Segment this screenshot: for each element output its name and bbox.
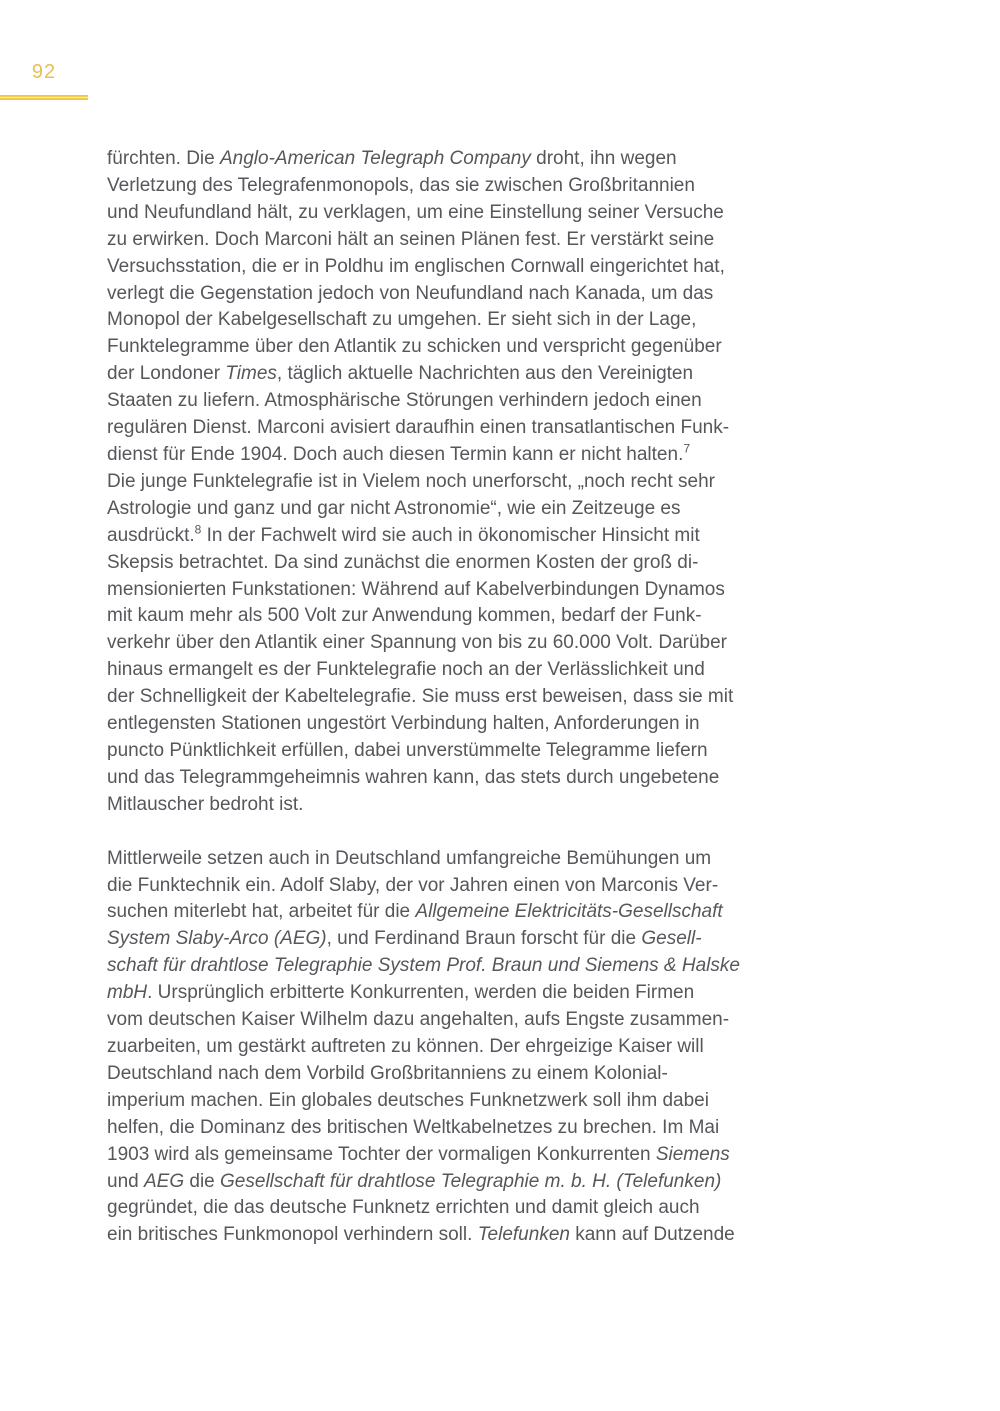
text-line: suchen miterlebt hat, arbeitet für die Allgemeine Elektricitäts-Gesellschaft bbox=[107, 901, 723, 923]
text-line: der Londoner Times, täglich aktuelle Nachrichten aus den Vereinigten bbox=[107, 363, 694, 385]
text-line: mbH. Ursprünglich erbitterte Konkurrenten, werden die beiden Firmen bbox=[107, 982, 695, 1004]
text-line: gegründet, die das deutsche Funknetz errichten und damit gleich auch bbox=[107, 1197, 700, 1219]
text-line: und AEG die Gesellschaft für drahtlose Telegraphie m. b. H. (Telefunken) bbox=[107, 1170, 722, 1192]
text-line: und Neufundland hält, zu verklagen, um eine Einstellung seiner Versuche bbox=[107, 201, 724, 223]
text-line: Die junge Funktelegrafie ist in Vielem noch unerforscht, „noch recht sehr bbox=[107, 470, 715, 492]
text-line: hinaus ermangelt es der Funktelegrafie noch an der Verlässlichkeit und bbox=[107, 659, 705, 681]
page-number: 92 bbox=[31, 61, 57, 83]
text-line: Monopol der Kabelgesellschaft zu umgehen. Er sieht sich in der Lage, bbox=[107, 309, 697, 331]
text-line: der Schnelligkeit der Kabeltelegrafie. Sie muss erst beweisen, dass sie mit bbox=[107, 686, 734, 708]
text-line: helfen, die Dominanz des britischen Weltkabelnetzes zu brechen. Im Mai bbox=[107, 1116, 720, 1138]
text-line: zu erwirken. Doch Marconi hält an seinen Plänen fest. Er verstärkt seine bbox=[107, 228, 715, 250]
text-line: fürchten. Die Anglo-American Telegraph Company droht, ihn wegen bbox=[107, 148, 677, 169]
text-line: verkehr über den Atlantik einer Spannung von bis zu 60.000 Volt. Darüber bbox=[107, 632, 728, 654]
text-line: Versuchsstation, die er in Poldhu im englischen Cornwall eingerichtet hat, bbox=[107, 255, 725, 277]
text-line: die Funktechnik ein. Adolf Slaby, der vor Jahren einen von Marconis Ver- bbox=[107, 874, 719, 896]
text-line: verlegt die Gegenstation jedoch von Neufundland nach Kanada, um das bbox=[107, 282, 714, 304]
body-text bbox=[107, 146, 807, 1249]
footnote-marker: 7 bbox=[683, 441, 691, 456]
text-line: imperium machen. Ein globales deutsches Funknetzwerk soll ihm dabei bbox=[107, 1089, 709, 1111]
text-line: Verletzung des Telegrafenmonopols, das sie zwischen Großbritannien bbox=[107, 174, 695, 196]
text-line: vom deutschen Kaiser Wilhelm dazu angehalten, aufs Engste zusammen- bbox=[107, 1009, 730, 1031]
text-line: Skepsis betrachtet. Da sind zunächst die enormen Kosten der groß di- bbox=[107, 551, 699, 573]
text-line: zuarbeiten, um gestärkt auftreten zu können. Der ehrgeizige Kaiser will bbox=[107, 1036, 704, 1057]
text-line: und das Telegrammgeheimnis wahren kann, das stets durch ungebetene bbox=[107, 766, 720, 788]
text-line: puncto Pünktlichkeit erfüllen, dabei unverstümmelte Telegramme liefern bbox=[107, 739, 708, 761]
text-line: Astrologie und ganz und gar nicht Astronomie“, wie ein Zeitzeuge es bbox=[107, 497, 681, 519]
text-line: entlegensten Stationen ungestört Verbindung halten, Anforderungen in bbox=[107, 713, 700, 735]
text-line: ausdrückt.$^8$ In der Fachwelt wird sie auch in ökonomischer Hinsicht mit bbox=[107, 522, 700, 546]
text-line: System Slaby-Arco (AEG), und Ferdinand Braun forscht für die Gesell- bbox=[107, 928, 702, 950]
text-line: mensionierten Funkstationen: Während auf Kabelverbindungen Dynamos bbox=[107, 578, 725, 600]
text-line: Mitlauscher bedroht ist. bbox=[107, 793, 304, 815]
paragraph bbox=[107, 846, 807, 1250]
text-line: Deutschland nach dem Vorbild Großbritanniens zu einem Kolonial- bbox=[107, 1062, 668, 1084]
text-line: regulären Dienst. Marconi avisiert daraufhin einen transatlantischen Funk- bbox=[107, 417, 730, 439]
text-line: Funktelegramme über den Atlantik zu schicken und verspricht gegenüber bbox=[107, 336, 722, 358]
text-line: ein britisches Funkmonopol verhindern soll. Telefunken kann auf Dutzende bbox=[107, 1224, 735, 1246]
text-line: schaft für drahtlose Telegraphie System Prof. Braun und Siemens & Halske bbox=[107, 955, 740, 977]
footnote-marker: 8 bbox=[194, 522, 202, 537]
text-line: 1903 wird als gemeinsame Tochter der vormaligen Konkurrenten Siemens bbox=[107, 1143, 730, 1165]
paragraph bbox=[107, 146, 807, 819]
text-line: dienst für Ende 1904. Doch auch diesen Termin kann er nicht halten.$^7$ bbox=[107, 441, 691, 465]
text-line: mit kaum mehr als 500 Volt zur Anwendung kommen, bedarf der Funk- bbox=[107, 605, 702, 627]
page-number-rule bbox=[0, 95, 88, 100]
text-line: Staaten zu liefern. Atmosphärische Störungen verhindern jedoch einen bbox=[107, 390, 702, 412]
text-line: Mittlerweile setzen auch in Deutschland umfangreiche Bemühungen um bbox=[107, 847, 712, 869]
